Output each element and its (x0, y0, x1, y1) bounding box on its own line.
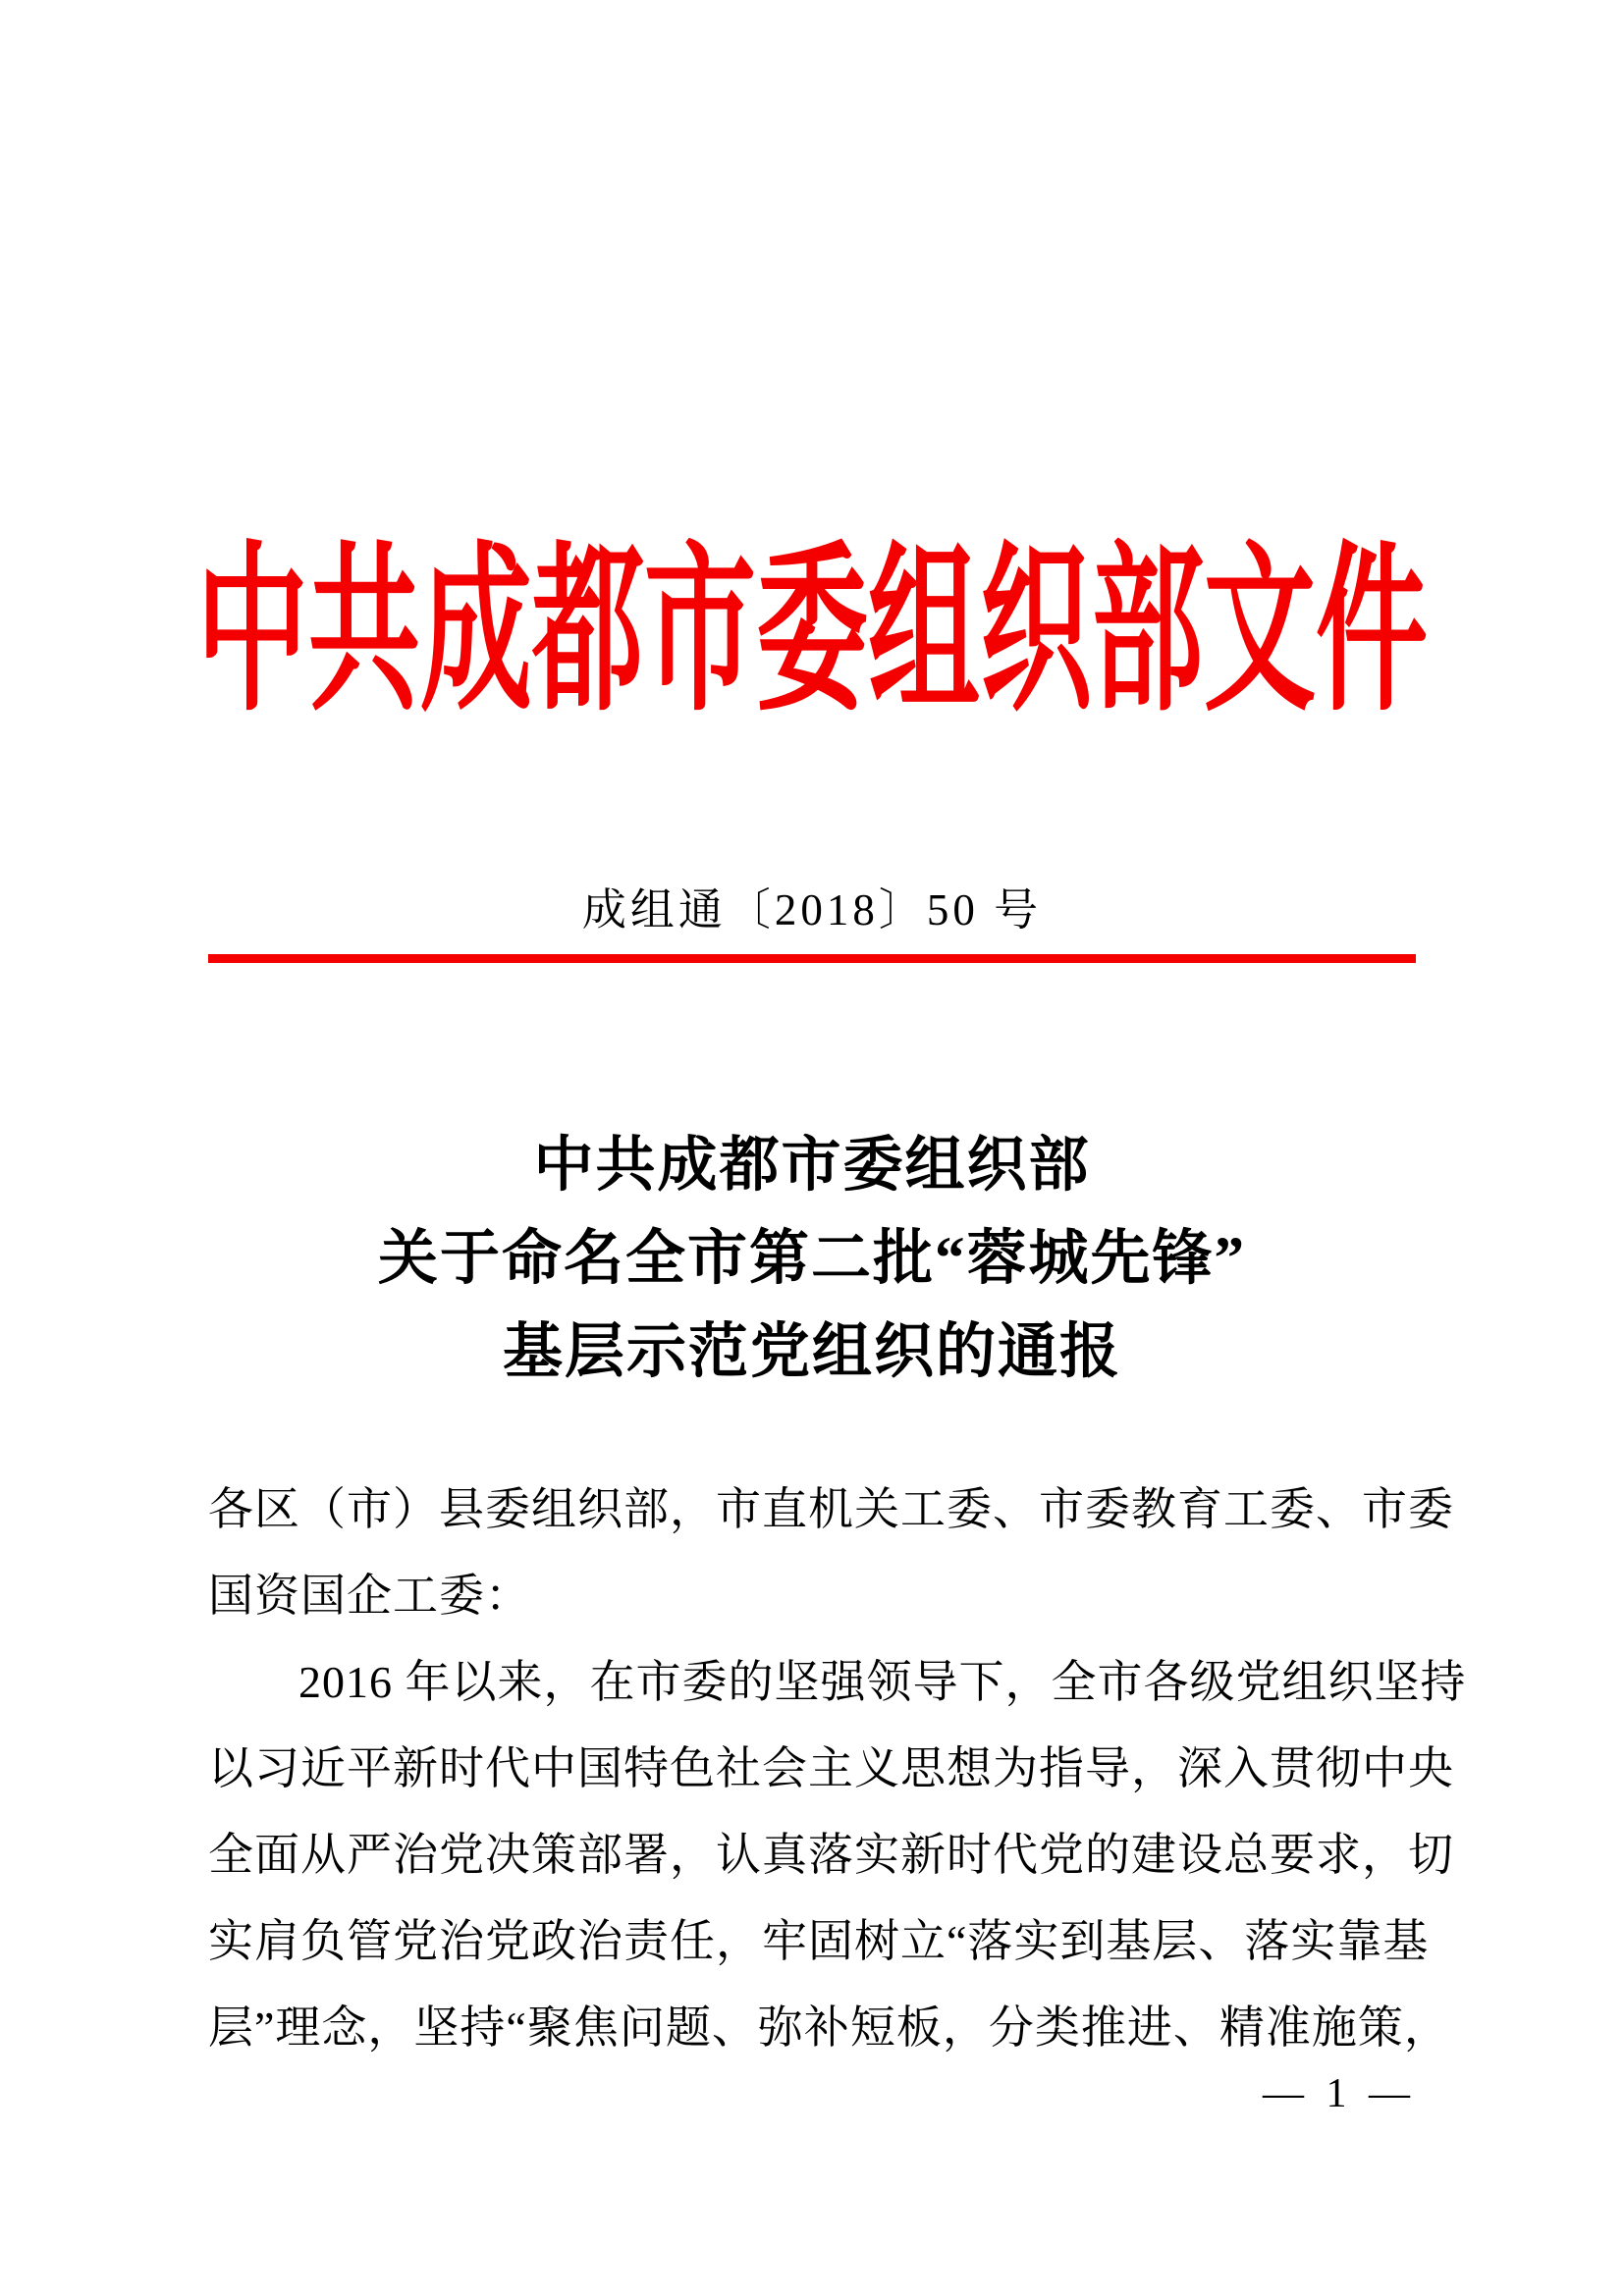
document-title (0, 1119, 1624, 1399)
document-title-line-1: 中共成都市委组织部 (533, 1133, 1091, 1199)
body-line: 各区（市）县委组织部，市直机关工委、市委教育工委、市委 (208, 1484, 1454, 1534)
body-line: 以习近平新时代中国特色社会主义思想为指导，深入贯彻中央 (208, 1743, 1454, 1793)
document-masthead-title: 中共成都市委组织部文件 (195, 530, 1428, 733)
document-number: 成组通〔2018〕50 号 (581, 885, 1043, 934)
red-divider-rule (208, 954, 1416, 963)
body-line: 实肩负管党治党政治责任，牢固树立“落实到基层、落实靠基 (208, 1916, 1430, 1966)
document-title-line-2: 关于命名全市第二批“蓉城先锋” (377, 1226, 1246, 1292)
body-line: 层”理念，坚持“聚焦问题、弥补短板，分类推进、精准施策， (208, 2002, 1450, 2053)
document-body (208, 1467, 1467, 2071)
document-title-line-3: 基层示范党组织的通报 (502, 1319, 1121, 1385)
body-line: 国资国企工委： (208, 1571, 531, 1621)
body-line: 全面从严治党决策部署，认真落实新时代党的建设总要求，切 (208, 1830, 1454, 1880)
page-number: — 1 — (1263, 2071, 1416, 2116)
body-line: 2016 年以来，在市委的坚强领导下，全市各级党组织坚持 (298, 1657, 1467, 1707)
